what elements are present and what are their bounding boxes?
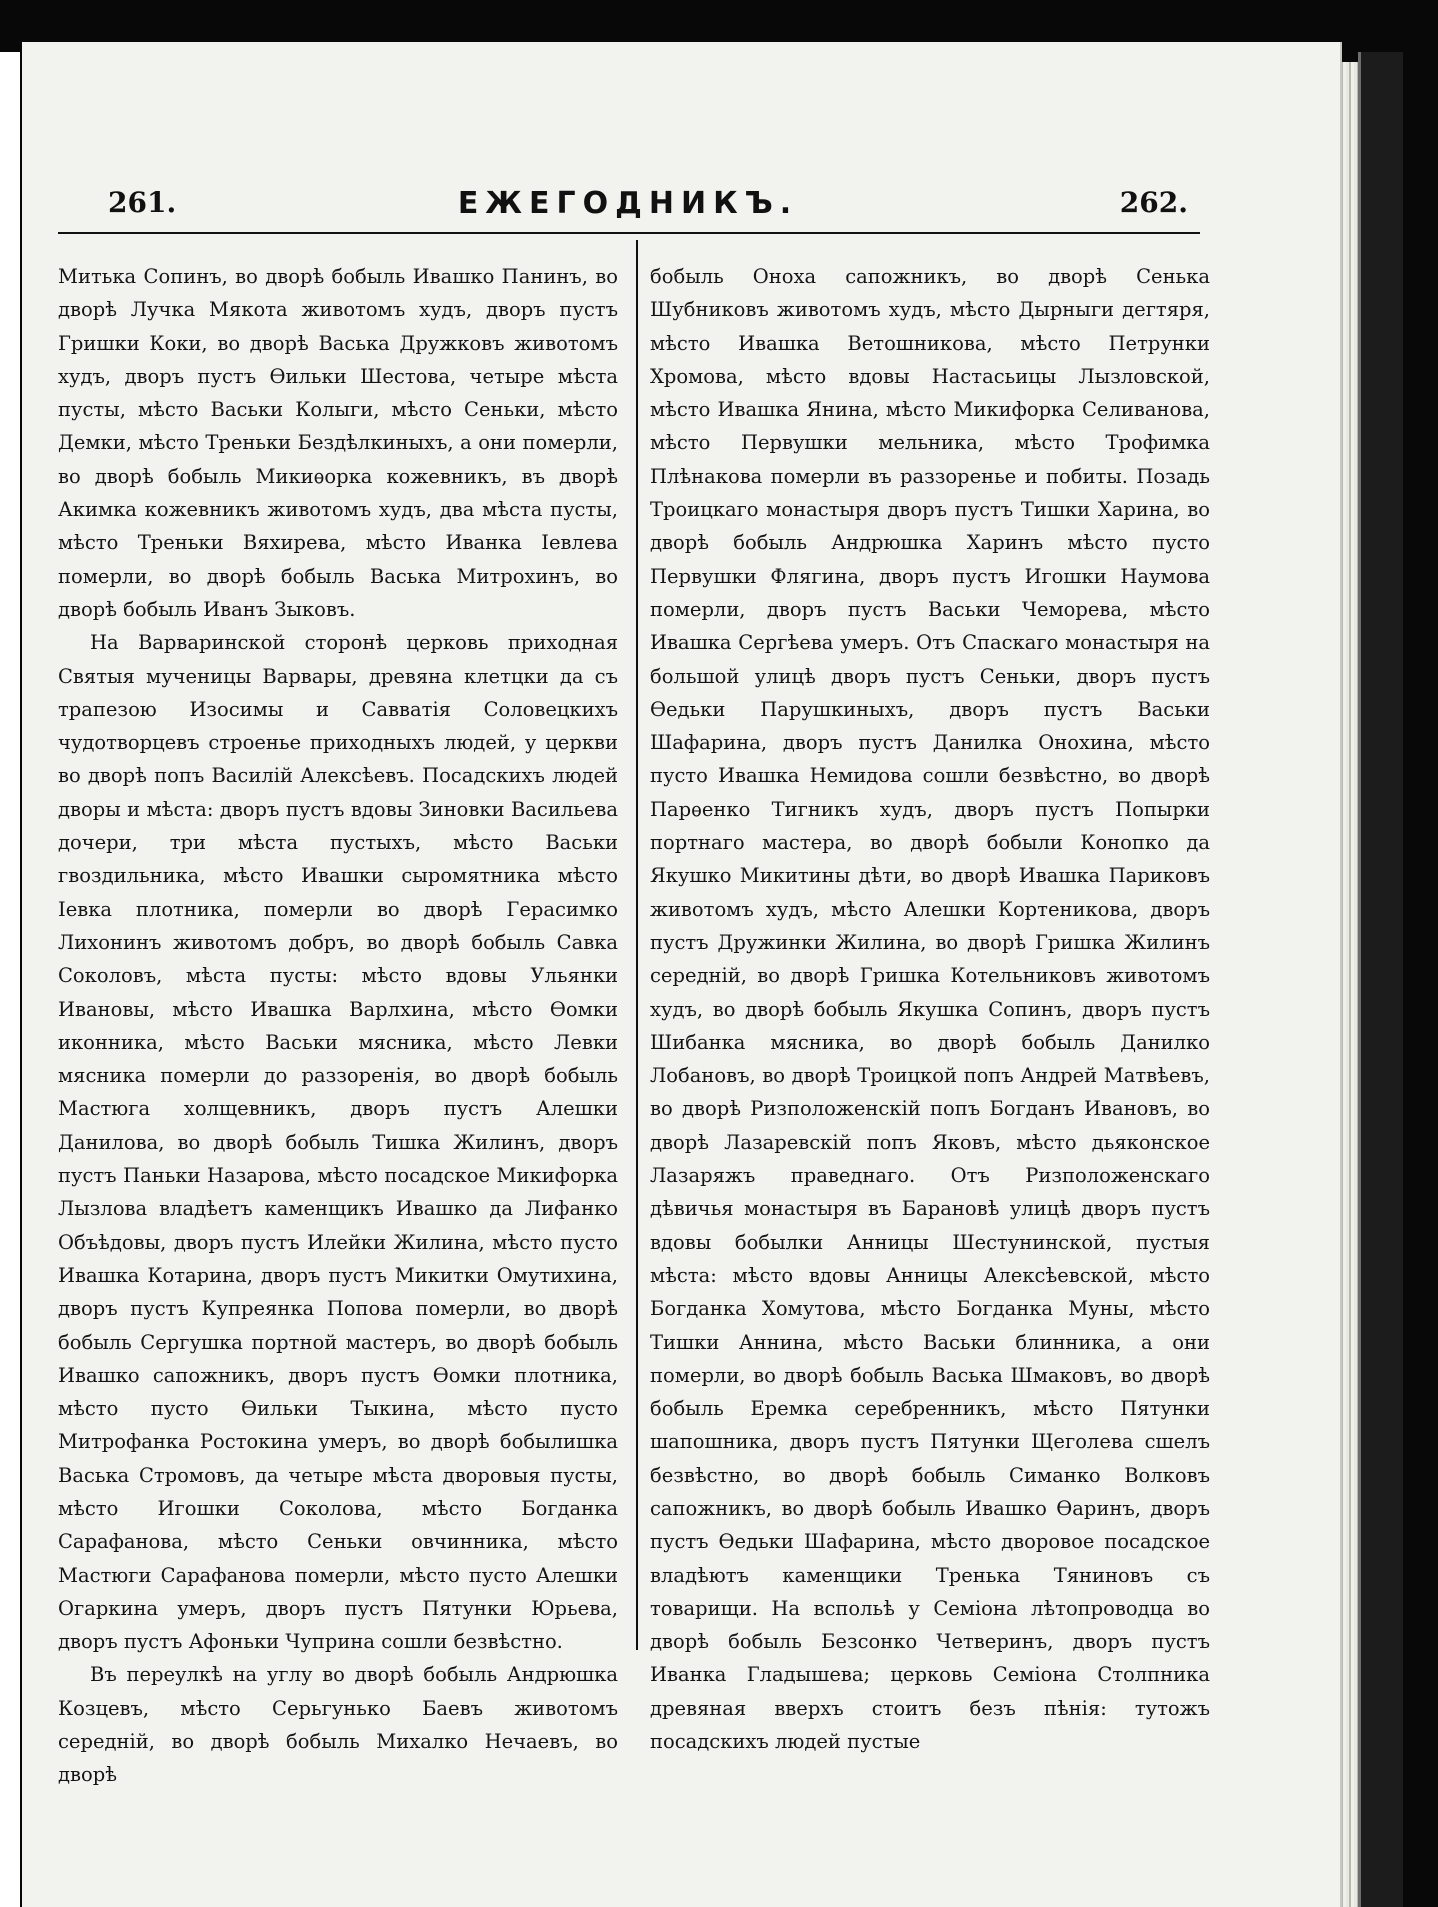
book-edge-left xyxy=(0,52,20,1907)
left-column xyxy=(58,260,618,1792)
paragraph: Въ переулкѣ на углу во дворѣ бобыль Андрюшка Козцевъ, мѣсто Серьгунько Баевъ животомъ середній, во дворѣ бобыль Михалко Нечаевъ, во дворѣ xyxy=(58,1663,618,1787)
right-column xyxy=(650,260,1210,1758)
column-divider xyxy=(636,240,638,1650)
page-number-right: 262. xyxy=(1119,186,1188,219)
paragraph: Митька Сопинъ, во дворѣ бобыль Ивашко Панинъ, во дворѣ Лучка Мякота животомъ худъ, дворъ пустъ Гришки Коки, во дворѣ Васька Дружковъ животомъ худъ, дворъ пустъ Ѳильки Шестова, четыре мѣста пусты, мѣсто Васьки Колыги, мѣсто Сеньки, мѣсто Демки, мѣсто Треньки Бездѣлкиныхъ, а они померли, во дворѣ бобыль Микиѳорка кожевникъ, въ дворѣ Акимка кожевникъ животомъ худъ, два мѣста пусты, мѣсто Треньки Вяхирева, мѣсто Иванка Іевлева померли, во дворѣ бобыль Васька Митрохинъ, во дворѣ бобыль Иванъ Зыковъ. xyxy=(58,265,618,621)
paragraph: На Варваринской сторонѣ церковь приходная Святыя мученицы Варвары, древяна клетцки да съ трапезою Изосимы и Савватія Соловецкихъ чудотворцевъ строенье приходныхъ людей, у церкви во дворѣ попъ Василій Алексѣевъ. Посадскихъ людей дворы и мѣста: дворъ пустъ вдовы Зиновки Васильева дочери, три мѣста пустыхъ, мѣсто Васьки гвоздильника, мѣсто Ивашки сыромятника мѣсто Іевка плотника, померли во дворѣ Герасимко Лихонинъ животомъ добръ, во дворѣ бобыль Савка Соколовъ, мѣста пусты: мѣсто вдовы Ульянки Ивановы, мѣсто Ивашка Варлхина, мѣсто Ѳомки иконника, мѣсто Васьки мясника, мѣсто Левки мясника померли до раззоренія, во дворѣ бобыль Мастюга холщевникъ, дворъ пустъ Алешки Данилова, во дворѣ бобыль Тишка Жилинъ, дворъ пустъ Паньки Назарова, мѣсто посадское Микифорка Лызлова владѣетъ каменщикъ Ивашко да Лифанко Объѣдовы, дворъ пустъ Илейки Жилина, мѣсто пусто Ивашка Котарина, дворъ пустъ Микитки Омутихина, дворъ пустъ Купреянка Попова померли, во дворѣ бобыль Сергушка портной мастеръ, во дворѣ бобыль Ивашко сапожникъ, дворъ пустъ Ѳомки плотника, мѣсто пусто Ѳильки Тыкина, мѣсто пусто Митрофанка Ростокина умеръ, во дворѣ бобылишка Васька Стромовъ, да четыре мѣста дворовыя пусты, мѣсто Игошки Соколова, мѣсто Богданка Сарафанова, мѣсто Сеньки овчинника, мѣсто Мастюги Сарафанова померли, мѣсто пусто Алешки Огаркина умеръ, дворъ пустъ Пятунки Юрьева, дворъ пустъ Афоньки Чуприна сошли безвѣстно. xyxy=(58,631,618,1654)
book-cover-right xyxy=(1358,52,1403,1907)
running-title: ЕЖЕГОДНИКЪ. xyxy=(457,186,799,221)
page-number-left: 261. xyxy=(108,186,177,219)
header-rule xyxy=(58,232,1200,234)
paragraph: бобыль Оноха сапожникъ, во дворѣ Сенька Шубниковъ животомъ худъ, мѣсто Дырныги дегтяря, мѣсто Ивашка Ветошникова, мѣсто Петрунки Хромова, мѣсто вдовы Настасьицы Лызловской, мѣсто Ивашка Янина, мѣсто Микифорка Селиванова, мѣсто Первушки мельника, мѣсто Трофимка Плѣнакова померли въ раззоренье и побиты. Позадь Троицкаго монастыря дворъ пустъ Тишки Харина, во дворѣ бобыль Андрюшка Харинъ мѣсто пусто Первушки Флягина, дворъ пустъ Игошки Наумова померли, дворъ пустъ Васьки Чеморева, мѣсто Ивашка Сергѣева умеръ. Отъ Спаскаго монастыря на большой улицѣ дворъ пустъ Сеньки, дворъ пустъ Ѳедьки Парушкиныхъ, дворъ пустъ Васьки Шафарина, дворъ пустъ Данилка Онохина, мѣсто пусто Ивашка Немидова сошли безвѣстно, во дворѣ Парѳенко Тигникъ худъ, дворъ пустъ Попырки портнаго мастера, во дворѣ бобыли Конопко да Якушко Микитины дѣти, во дворѣ Ивашка Париковъ животомъ худъ, мѣсто Алешки Кортеникова, дворъ пустъ Дружинки Жилина, во дворѣ Гришка Жилинъ середній, во дворѣ Гришка Котельниковъ животомъ худъ, во дворѣ бобыль Якушка Сопинъ, дворъ пустъ Шибанка мясника, во дворѣ бобыль Данилко Лобановъ, во дворѣ Троицкой попъ Андрей Матвѣевъ, во дворѣ Ризположенскій попъ Богданъ Ивановъ, во дворѣ Лазаревскій попъ Яковъ, мѣсто дьяконское Лазаряжъ праведнаго. Отъ Ризположенскаго дѣвичья монастыря въ Барановѣ улицѣ дворъ пустъ вдовы бобылки Анницы Шестунинской, пустыя мѣста: мѣсто вдовы Анницы Алексѣевской, мѣсто Богданка Хомутова, мѣсто Богданка Муны, мѣсто Тишки Аннина, мѣсто Васьки блинника, а они померли, во дворѣ бобыль Васька Шмаковъ, во дворѣ бобыль Еремка серебренникъ, мѣсто Пятунки шапошника, дворъ пустъ Пятунки Щеголева сшелъ безвѣстно, во дворѣ бобыль Симанко Волковъ сапожникъ, во дворѣ бобыль Ивашко Ѳаринъ, дворъ пустъ Ѳедьки Шафарина, мѣсто дворовое посадское владѣютъ каменщики Тренька Тяниновъ съ товарищи. На вспольѣ у Семіона лѣтопроводца во дворѣ бобыль Безсонко Четверинъ, дворъ пустъ Иванка Гладышева; церковь Семіона Столпника древяная вверхъ стоитъ безъ пѣнія: тутожъ посадскихъ людей пустые xyxy=(650,265,1210,1754)
running-header xyxy=(58,186,1198,232)
